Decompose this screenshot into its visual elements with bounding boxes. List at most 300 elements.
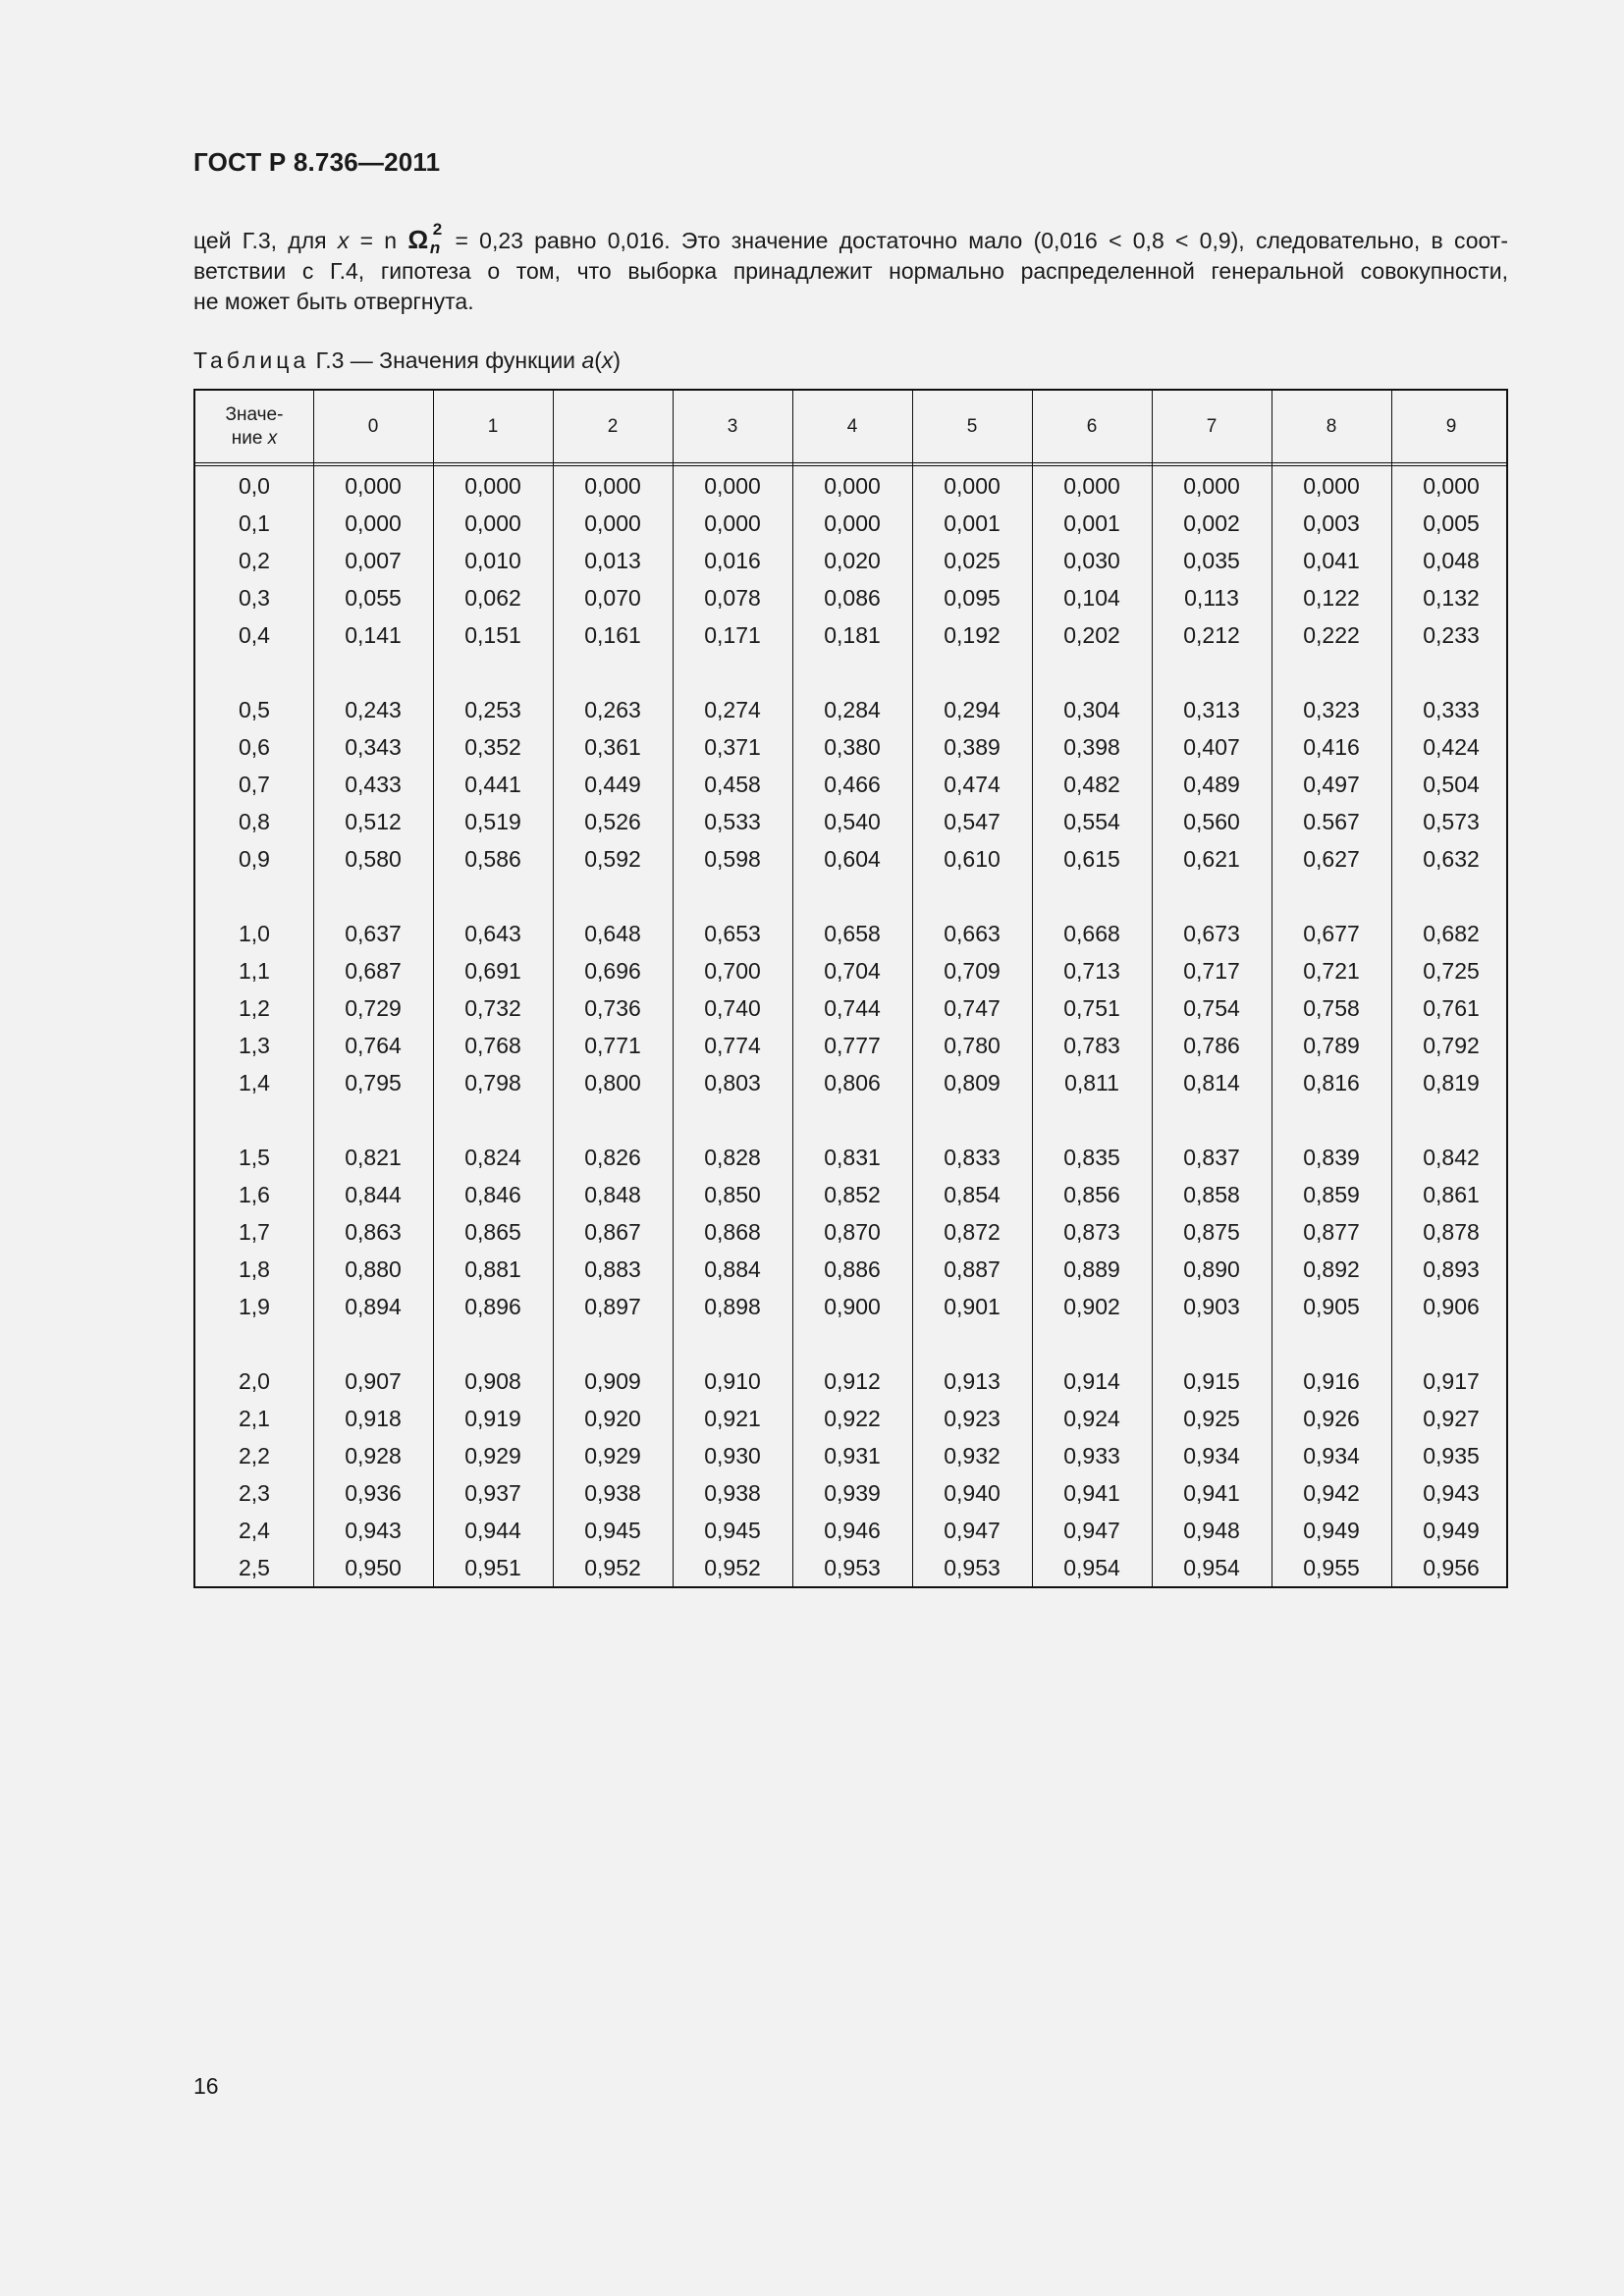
table-cell-value: 0,777 [824,1032,881,1058]
table-cell-value: 0,922 [824,1405,881,1431]
table-cell-value: 0,758 [1303,994,1360,1021]
table-cell-value: 0,000 [584,509,641,536]
caption-argument: x [601,347,614,373]
table-cell-value: 0,930 [704,1442,761,1468]
table-cell-value: 0,041 [1303,547,1360,573]
table-cell-value: 0,867 [584,1218,641,1245]
table-cell-value: 0,861 [1423,1181,1480,1207]
table-cell-value: 0,202 [1063,621,1120,648]
table-cell-value: 0,842 [1423,1144,1480,1170]
table-cell-value: 0,000 [1303,472,1360,499]
table-cell-value: 0,844 [345,1181,402,1207]
table-cell-value: 0,721 [1303,957,1360,984]
table-cell-value: 0,890 [1183,1255,1240,1282]
table-cell-value: 0,883 [584,1255,641,1282]
table-cell-value: 0,934 [1183,1442,1240,1468]
table-cell-value: 0,424 [1423,733,1480,760]
table-cell-value: 0,000 [1423,472,1480,499]
table-cell-value: 0,919 [464,1405,521,1431]
table-cell-value: 0,910 [704,1367,761,1394]
table-cell-value: 0,171 [704,621,761,648]
table-cell-value: 0,343 [345,733,402,760]
table-cell-value: 0,828 [704,1144,761,1170]
table-cell-value: 0,519 [464,808,521,834]
table-cell-x: 1,1 [239,957,270,984]
table-cell-value: 0.567 [1303,808,1360,834]
caption-function: a [581,347,595,373]
table-cell-x: 0,1 [239,509,270,536]
table-cell-value: 0,789 [1303,1032,1360,1058]
table-cell-value: 0,774 [704,1032,761,1058]
table-header-col-5: 5 [966,415,978,437]
table-cell-value: 0,020 [824,547,881,573]
table-cell-value: 0,030 [1063,547,1120,573]
table-cell-value: 0,000 [1183,472,1240,499]
table-cell-value: 0,915 [1183,1367,1240,1394]
body-paragraph [193,220,1508,317]
table-cell-value: 0,398 [1063,733,1120,760]
table-cell-value: 0,800 [584,1069,641,1095]
table-cell-value: 0,095 [944,584,1001,611]
table-cell-value: 0,000 [584,472,641,499]
table-cell-value: 0,449 [584,771,641,797]
table-cell-value: 0,938 [584,1479,641,1506]
table-cell-value: 0,233 [1423,621,1480,648]
page-number: 16 [193,2073,219,2099]
paragraph-text: = n [349,228,408,253]
table-cell-value: 0,952 [584,1554,641,1580]
table-cell-value: 0,580 [345,845,402,872]
table-cell-value: 0,944 [464,1517,521,1543]
table-cell-value: 0,835 [1063,1144,1120,1170]
table-cell-value: 0,821 [345,1144,402,1170]
table-cell-value: 0,441 [464,771,521,797]
table-cell-value: 0,621 [1183,845,1240,872]
table-cell-value: 0,953 [824,1554,881,1580]
table-cell-value: 0,761 [1423,994,1480,1021]
table-cell-value: 0,005 [1423,509,1480,536]
table-cell-x: 0,8 [239,808,270,834]
table-cell-value: 0,016 [704,547,761,573]
table-cell-value: 0,747 [944,994,1001,1021]
table-cell-value: 0,284 [824,696,881,722]
table-cell-value: 0,814 [1183,1069,1240,1095]
table-cell-x: 1,2 [239,994,270,1021]
table-cell-value: 0,070 [584,584,641,611]
table-cell-value: 0,744 [824,994,881,1021]
caption-label: Таблица [193,347,310,373]
table-cell-value: 0,003 [1303,509,1360,536]
table-cell-value: 0,533 [704,808,761,834]
table-cell-value: 0,691 [464,957,521,984]
table-cell-value: 0,865 [464,1218,521,1245]
table-cell-x: 1,7 [239,1218,270,1245]
omega-superscript: 2 [432,220,443,239]
table-cell-value: 0,489 [1183,771,1240,797]
table-cell-x: 0,4 [239,621,270,648]
table-header-col-0: 0 [367,415,379,437]
variable-x: x [337,228,350,253]
table-cell-value: 0,007 [345,547,402,573]
table-cell-value: 0,192 [944,621,1001,648]
table-cell-value: 0,010 [464,547,521,573]
table-cell-value: 0,886 [824,1255,881,1282]
table-cell-value: 0,949 [1423,1517,1480,1543]
table-cell-value: 0,687 [345,957,402,984]
table-cell-value: 0,848 [584,1181,641,1207]
table-cell-value: 0,909 [584,1367,641,1394]
table-cell-value: 0,751 [1063,994,1120,1021]
table-cell-value: 0,648 [584,920,641,946]
header-x-text: ние [231,427,268,449]
table-cell-value: 0,954 [1063,1554,1120,1580]
table-cell-value: 0,951 [464,1554,521,1580]
table-cell-x: 0,6 [239,733,270,760]
table-header-row [195,391,1506,462]
paragraph-line-3: не может быть отвергнута. [193,289,474,314]
table-cell-value: 0,900 [824,1293,881,1319]
table-header-col-2: 2 [607,415,619,437]
table-cell-value: 0,768 [464,1032,521,1058]
table-cell-x: 2,4 [239,1517,270,1543]
table-cell-x: 1,4 [239,1069,270,1095]
table-cell-value: 0,663 [944,920,1001,946]
table-cell-value: 0,416 [1303,733,1360,760]
table-cell-value: 0,941 [1183,1479,1240,1506]
table-cell-value: 0,948 [1183,1517,1240,1543]
table-cell-value: 0,592 [584,845,641,872]
table-cell-value: 0,913 [944,1367,1001,1394]
table-cell-value: 0,870 [824,1218,881,1245]
table-cell-value: 0,554 [1063,808,1120,834]
values-table [193,389,1508,1588]
table-cell-value: 0,497 [1303,771,1360,797]
table-cell-value: 0,151 [464,621,521,648]
table-cell-x: 2,3 [239,1479,270,1506]
table-cell-x: 0,0 [239,472,270,499]
table-cell-value: 0,902 [1063,1293,1120,1319]
table-cell-value: 0,504 [1423,771,1480,797]
table-cell-value: 0,764 [345,1032,402,1058]
omega-glyph: Ω [407,225,429,254]
table-cell-x: 0,5 [239,696,270,722]
table-cell-value: 0,653 [704,920,761,946]
table-cell-value: 0,000 [704,472,761,499]
table-cell-value: 0,863 [345,1218,402,1245]
table-cell-value: 0,945 [704,1517,761,1543]
table-cell-value: 0,222 [1303,621,1360,648]
table-cell-value: 0,673 [1183,920,1240,946]
table-cell-value: 0,792 [1423,1032,1480,1058]
table-cell-value: 0,868 [704,1218,761,1245]
paragraph-line-2: ветствии с Г.4, гипотеза о том, что выборка принадлежит нормально распределенной генеральной совокупности, [193,258,1508,284]
table-header-col-8: 8 [1326,415,1337,437]
table-cell-value: 0,000 [464,509,521,536]
table-header-col-6: 6 [1086,415,1098,437]
table-cell-value: 0,000 [464,472,521,499]
table-cell-value: 0,839 [1303,1144,1360,1170]
table-cell-x: 0,7 [239,771,270,797]
table-cell-value: 0,938 [704,1479,761,1506]
table-cell-value: 0,912 [824,1367,881,1394]
table-cell-value: 0,786 [1183,1032,1240,1058]
table-cell-value: 0,736 [584,994,641,1021]
table-header-col-1: 1 [487,415,499,437]
table-cell-value: 0,950 [345,1554,402,1580]
table-cell-value: 0,852 [824,1181,881,1207]
table-cell-value: 0,294 [944,696,1001,722]
table-cell-value: 0,682 [1423,920,1480,946]
table-cell-value: 0,873 [1063,1218,1120,1245]
table-cell-value: 0,000 [704,509,761,536]
table-cell-value: 0,858 [1183,1181,1240,1207]
table-cell-value: 0,956 [1423,1554,1480,1580]
table-cell-value: 0,560 [1183,808,1240,834]
table-cell-value: 0,931 [824,1442,881,1468]
table-cell-value: 0,333 [1423,696,1480,722]
table-cell-value: 0,924 [1063,1405,1120,1431]
table-cell-value: 0,615 [1063,845,1120,872]
table-cell-value: 0,929 [584,1442,641,1468]
table-cell-value: 0,929 [464,1442,521,1468]
table-cell-value: 0,035 [1183,547,1240,573]
table-cell-value: 0,798 [464,1069,521,1095]
table-cell-value: 0,875 [1183,1218,1240,1245]
table-cell-value: 0,048 [1423,547,1480,573]
table-cell-value: 0,928 [345,1442,402,1468]
table-cell-value: 0,923 [944,1405,1001,1431]
table-cell-value: 0,078 [704,584,761,611]
table-cell-x: 1,9 [239,1293,270,1319]
table-cell-value: 0,474 [944,771,1001,797]
table-cell-value: 0,729 [345,994,402,1021]
table-cell-value: 0,000 [1063,472,1120,499]
caption-paren: ( [594,347,602,373]
table-cell-value: 0,918 [345,1405,402,1431]
table-cell-value: 0,949 [1303,1517,1360,1543]
table-cell-value: 0,897 [584,1293,641,1319]
table-cell-value: 0,243 [345,696,402,722]
table-cell-value: 0,466 [824,771,881,797]
caption-text: Г.3 — Значения функции [309,347,582,373]
table-cell-value: 0,940 [944,1479,1001,1506]
table-cell-value: 0,896 [464,1293,521,1319]
table-cell-value: 0,212 [1183,621,1240,648]
table-cell-value: 0,893 [1423,1255,1480,1282]
header-x-line1: Значе- [225,403,284,425]
table-cell-value: 0,783 [1063,1032,1120,1058]
table-cell-value: 0,872 [944,1218,1001,1245]
table-cell-value: 0,880 [345,1255,402,1282]
table-cell-value: 0,954 [1183,1554,1240,1580]
table-cell-value: 0,586 [464,845,521,872]
table-cell-value: 0,677 [1303,920,1360,946]
table-cell-value: 0,889 [1063,1255,1120,1282]
table-cell-value: 0,637 [345,920,402,946]
table-cell-value: 0,803 [704,1069,761,1095]
table-cell-value: 0,181 [824,621,881,648]
table-cell-value: 0,946 [824,1517,881,1543]
table-cell-value: 0,927 [1423,1405,1480,1431]
table-cell-value: 0,854 [944,1181,1001,1207]
table-cell-value: 0,819 [1423,1069,1480,1095]
table-cell-value: 0,780 [944,1032,1001,1058]
table-cell-value: 0,826 [584,1144,641,1170]
table-cell-value: 0,540 [824,808,881,834]
table-cell-value: 0,953 [944,1554,1001,1580]
table-cell-value: 0,859 [1303,1181,1360,1207]
table-cell-value: 0,627 [1303,845,1360,872]
table-cell-value: 0,000 [345,472,402,499]
table-cell-value: 0,709 [944,957,1001,984]
table-cell-value: 0,740 [704,994,761,1021]
table-cell-x: 0,9 [239,845,270,872]
table-cell-value: 0,380 [824,733,881,760]
table-cell-value: 0,132 [1423,584,1480,611]
table-cell-value: 0,878 [1423,1218,1480,1245]
table-cell-x: 1,5 [239,1144,270,1170]
table-cell-value: 0,433 [345,771,402,797]
table-cell-value: 0,700 [704,957,761,984]
header-x-var: x [267,427,278,449]
table-cell-value: 0,161 [584,621,641,648]
table-cell-value: 0,943 [1423,1479,1480,1506]
table-cell-value: 0,914 [1063,1367,1120,1394]
table-cell-value: 0,908 [464,1367,521,1394]
table-cell-value: 0,141 [345,621,402,648]
table-cell-value: 0,274 [704,696,761,722]
table-cell-value: 0,937 [464,1479,521,1506]
table-cell-x: 1,3 [239,1032,270,1058]
table-cell-value: 0,901 [944,1293,1001,1319]
table-cell-value: 0,903 [1183,1293,1240,1319]
header-divider [195,462,1506,463]
table-cell-value: 0,939 [824,1479,881,1506]
table-cell-value: 0,920 [584,1405,641,1431]
paragraph-text: = 0,23 равно 0,016. Это значение достаточно мало (0,016 < 0,8 < 0,9), следовательно, в соот- [444,228,1508,253]
table-cell-value: 0,916 [1303,1367,1360,1394]
table-cell-value: 0,887 [944,1255,1001,1282]
table-cell-value: 0,482 [1063,771,1120,797]
table-cell-value: 0,001 [944,509,1001,536]
table-cell-value: 0,833 [944,1144,1001,1170]
table-cell-value: 0,086 [824,584,881,611]
table-header-x [195,391,313,462]
table-cell-value: 0,526 [584,808,641,834]
table-cell-value: 0,000 [824,472,881,499]
table-cell-value: 0,935 [1423,1442,1480,1468]
table-cell-value: 0,795 [345,1069,402,1095]
table-cell-value: 0,055 [345,584,402,611]
table-cell-value: 0,907 [345,1367,402,1394]
table-cell-value: 0,943 [345,1517,402,1543]
table-cell-value: 0,906 [1423,1293,1480,1319]
table-cell-value: 0,809 [944,1069,1001,1095]
table-cell-value: 0,955 [1303,1554,1360,1580]
table-cell-value: 0,942 [1303,1479,1360,1506]
table-cell-value: 0,000 [824,509,881,536]
table-cell-value: 0,013 [584,547,641,573]
table-cell-value: 0,598 [704,845,761,872]
omega-symbol [407,220,443,257]
header-divider [195,465,1506,466]
table-cell-value: 0,947 [1063,1517,1120,1543]
table-cell-value: 0,877 [1303,1218,1360,1245]
table-cell-value: 0,000 [944,472,1001,499]
table-cell-x: 1,0 [239,920,270,946]
table-header-col-9: 9 [1445,415,1457,437]
table-cell-value: 0,253 [464,696,521,722]
table-cell-value: 0,573 [1423,808,1480,834]
table-cell-value: 0,894 [345,1293,402,1319]
table-cell-value: 0,934 [1303,1442,1360,1468]
table-cell-value: 0,947 [944,1517,1001,1543]
table-cell-value: 0,811 [1064,1069,1119,1095]
table-cell-value: 0,921 [704,1405,761,1431]
table-cell-value: 0,512 [345,808,402,834]
table-header-col-4: 4 [846,415,858,437]
table-cell-value: 0,113 [1184,584,1239,611]
table-cell-value: 0,754 [1183,994,1240,1021]
table-caption [193,347,621,374]
table-header-col-7: 7 [1206,415,1218,437]
table-cell-value: 0,104 [1063,584,1120,611]
table-cell-value: 0,816 [1303,1069,1360,1095]
table-cell-value: 0,932 [944,1442,1001,1468]
table-cell-value: 0,361 [584,733,641,760]
table-cell-value: 0,001 [1063,509,1120,536]
table-cell-value: 0,458 [704,771,761,797]
document-header: ГОСТ Р 8.736—2011 [193,147,441,177]
table-cell-value: 0,323 [1303,696,1360,722]
table-cell-value: 0,025 [944,547,1001,573]
table-cell-value: 0,610 [944,845,1001,872]
table-cell-x: 2,2 [239,1442,270,1468]
table-cell-value: 0,905 [1303,1293,1360,1319]
paragraph-text: цей Г.3, для [193,228,338,253]
table-cell-value: 0,668 [1063,920,1120,946]
table-cell-value: 0,313 [1183,696,1240,722]
table-cell-x: 1,6 [239,1181,270,1207]
table-cell-x: 2,0 [239,1367,270,1394]
table-cell-value: 0,925 [1183,1405,1240,1431]
table-cell-value: 0,725 [1423,957,1480,984]
table-cell-value: 0,898 [704,1293,761,1319]
table-cell-value: 0,831 [824,1144,881,1170]
table-cell-value: 0,717 [1183,957,1240,984]
table-cell-x: 2,5 [239,1554,270,1580]
table-cell-value: 0,062 [464,584,521,611]
table-cell-value: 0,658 [824,920,881,946]
table-cell-x: 2,1 [239,1405,270,1431]
table-cell-value: 0,352 [464,733,521,760]
table-cell-value: 0,547 [944,808,1001,834]
table-cell-value: 0,824 [464,1144,521,1170]
table-cell-value: 0,917 [1423,1367,1480,1394]
table-cell-value: 0,732 [464,994,521,1021]
table-cell-value: 0,856 [1063,1181,1120,1207]
table-cell-value: 0,933 [1063,1442,1120,1468]
table-cell-value: 0,696 [584,957,641,984]
table-cell-value: 0,926 [1303,1405,1360,1431]
table-cell-value: 0,632 [1423,845,1480,872]
caption-paren: ) [613,347,622,373]
table-cell-value: 0,941 [1063,1479,1120,1506]
table-cell-value: 0,389 [944,733,1001,760]
table-header-col-3: 3 [727,415,738,437]
table-cell-value: 0,850 [704,1181,761,1207]
table-cell-value: 0,936 [345,1479,402,1506]
